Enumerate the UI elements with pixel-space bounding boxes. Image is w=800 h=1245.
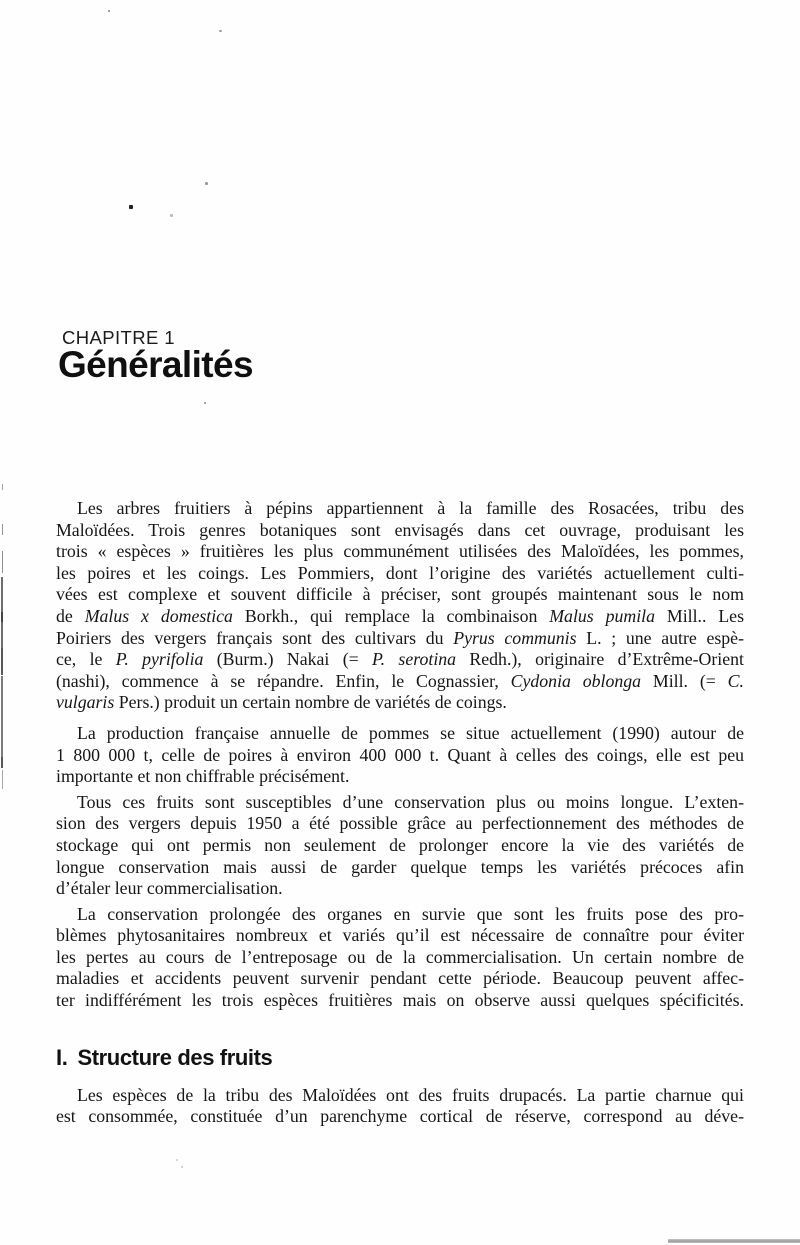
text-line: maladies et accidents peuvent survenir pendant cette période. Beaucoup peuvent affec- <box>56 968 744 989</box>
scan-speck <box>205 182 208 185</box>
chapter-label: CHAPITRE 1 <box>62 327 175 348</box>
scan-speck <box>176 1159 178 1161</box>
section-title: Structure des fruits <box>77 1044 273 1070</box>
binding-mark <box>2 551 3 573</box>
text-line: de Malus x domestica Borkh., qui remplace la combinaison Malus pumila Mill.. Les <box>56 605 744 626</box>
paragraph <box>56 723 744 788</box>
text-line: vées est complexe et souvent difficile à préciser, sont groupés maintenant sous le nom <box>56 584 744 605</box>
text-line: Les espèces de la tribu des Maloïdées ont des fruits drupacés. La partie charnue qui <box>77 1084 744 1105</box>
text-line: importante et non chiffrable précisément. <box>56 766 350 787</box>
text-line: trois « espèces » fruitières les plus communément utilisées des Maloïdées, les pommes, <box>56 541 744 562</box>
binding-mark <box>1 676 3 757</box>
section-heading <box>56 1043 744 1073</box>
text-line: les pertes au cours de l’entreposage ou de la commercialisation. Un certain nombre de <box>56 946 744 967</box>
text-line: sion des vergers depuis 1950 a été possible grâce au perfectionnement des méthodes de <box>56 813 744 834</box>
binding-mark <box>1 612 3 622</box>
section-number: I. <box>56 1044 68 1070</box>
binding-mark <box>2 524 3 535</box>
scan-speck <box>129 205 133 209</box>
paragraph <box>56 498 744 714</box>
text-line: La production française annuelle de pommes se situe actuellement (1990) autour de <box>77 722 744 743</box>
text-line: Maloïdées. Trois genres botaniques sont envisagés dans cet ouvrage, produisant les <box>56 519 744 540</box>
text-line: La conservation prolongée des organes en survie que sont les fruits pose des pro- <box>77 903 744 924</box>
text-line: d’étaler leur commercialisation. <box>56 878 283 899</box>
text-line: ce, le P. pyrifolia (Burm.) Nakai (= P. serotina Redh.), originaire d’Extrême-Orient <box>56 649 744 670</box>
text-line: Les arbres fruitiers à pépins appartiennent à la famille des Rosacées, tribu des <box>77 498 744 518</box>
scan-speck <box>219 30 222 32</box>
text-line: les poires et les coings. Les Pommiers, dont l’origine des variétés actuellement culti- <box>56 562 744 583</box>
text-line: Poiriers des vergers français sont des cultivars du Pyrus communis L. ; une autre espè- <box>56 627 744 648</box>
text-line: est consommée, constituée d’un parenchyme cortical de réserve, correspond au déve- <box>56 1106 744 1127</box>
scan-speck <box>204 402 206 404</box>
body-text <box>56 498 744 1128</box>
text-line: stockage qui ont permis non seulement de prolonger encore la vie des variétés de <box>56 834 744 855</box>
text-line: vulgaris Pers.) produit un certain nombre de variétés de coings. <box>56 692 507 713</box>
text-line: ter indifférément les trois espèces fruitières mais on observe aussi quelques spécificités. <box>56 990 744 1011</box>
paragraph <box>56 1085 744 1128</box>
binding-mark <box>1 757 3 768</box>
scan-edge-bar <box>668 1239 800 1243</box>
text-line: longue conservation mais aussi de garder quelque temps les variétés précoces afin <box>56 856 744 877</box>
text-line: 1 800 000 t, celle de poires à environ 400 000 t. Quant à celles des coings, elle est peu <box>56 744 744 765</box>
paragraph <box>56 792 744 900</box>
binding-mark <box>1 648 3 675</box>
binding-mark <box>2 770 3 789</box>
binding-mark <box>2 484 3 490</box>
scan-speck <box>108 10 110 12</box>
scan-speck <box>181 1166 183 1168</box>
text-line: blèmes phytosanitaires nombreux et variés qu’il est nécessaire de connaître pour éviter <box>56 925 744 946</box>
chapter-title: Généralités <box>58 344 253 385</box>
text-line: Tous ces fruits sont susceptibles d’une conservation plus ou moins longue. L’exten- <box>77 791 744 812</box>
scan-speck <box>170 214 173 217</box>
paragraph <box>56 904 744 1012</box>
text-line: (nashi), commence à se répandre. Enfin, le Cognassier, Cydonia oblonga Mill. (= C. <box>56 670 744 691</box>
